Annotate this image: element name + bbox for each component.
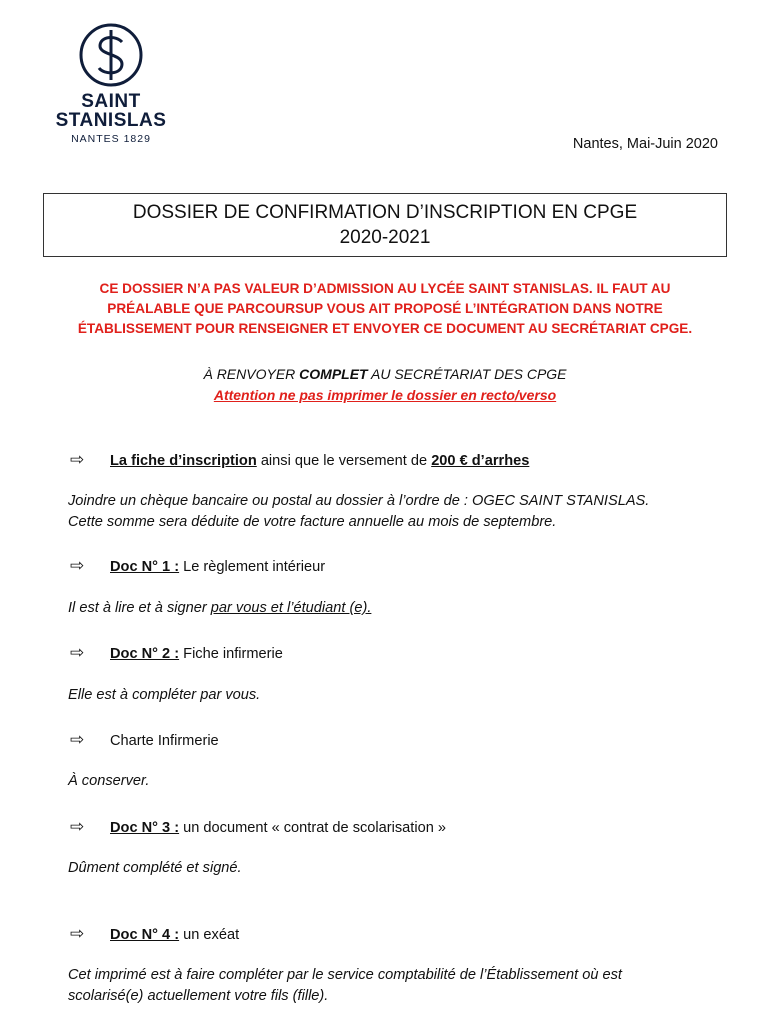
logo-line2: STANISLAS: [55, 110, 167, 131]
item-text: un exéat: [179, 927, 240, 943]
item-fiche-inscription: [70, 450, 529, 470]
note-exeat-line2: scolarisé(e) actuellement votre fils (fille).: [68, 988, 329, 1004]
warning-block: [40, 279, 730, 339]
item-text: Charte Infirmerie: [110, 733, 219, 749]
return-line: [40, 364, 730, 385]
item-label: Doc N° 2 :: [110, 646, 180, 662]
return-pre: À RENVOYER: [203, 366, 300, 382]
title-line2: 2020-2021: [339, 227, 431, 248]
note-exeat-line1: Cet imprimé est à faire compléter par le service comptabilité de l’Établissement où est: [68, 967, 622, 983]
seal-icon: [78, 22, 144, 88]
note-cheque-line1: Joindre un chèque bancaire ou postal au dossier à l’ordre de : OGEC SAINT STANISLAS.: [68, 493, 650, 509]
attention-line: Attention ne pas imprimer le dossier en recto/verso: [213, 387, 557, 403]
warning-line3: ÉTABLISSEMENT POUR RENSEIGNER ET ENVOYER CE DOCUMENT AU SECRÉTARIAT CPGE.: [77, 321, 693, 336]
arrow-icon: ⇨: [70, 817, 85, 836]
item-text: Fiche infirmerie: [179, 646, 283, 662]
item-text: Le règlement intérieur: [179, 559, 326, 575]
item-text: un document « contrat de scolarisation »: [179, 820, 446, 836]
note-cheque: [68, 491, 649, 533]
item-label: Doc N° 1 :: [110, 559, 180, 575]
logo-line1: SAINT: [81, 91, 141, 112]
note-reglement: [68, 598, 371, 619]
arrow-icon: ⇨: [70, 730, 85, 749]
arrow-icon: ⇨: [70, 450, 85, 469]
note-reglement-pre: Il est à lire et à signer: [68, 600, 211, 616]
item-charte: [70, 730, 219, 750]
item-doc-2: [70, 643, 283, 663]
arrow-icon: ⇨: [70, 556, 85, 575]
return-instructions: [40, 364, 730, 406]
date-line: Nantes, Mai-Juin 2020: [572, 136, 718, 152]
school-logo: [44, 22, 178, 145]
warning-line1: CE DOSSIER N’A PAS VALEUR D’ADMISSION AU LYCÉE SAINT STANISLAS. IL FAUT AU: [99, 281, 671, 296]
note-charte: À conserver.: [68, 773, 150, 789]
item-doc-4: [70, 924, 239, 944]
title-line1: DOSSIER DE CONFIRMATION D’INSCRIPTION EN CPGE: [132, 202, 638, 223]
note-fiche: Elle est à compléter par vous.: [68, 687, 261, 703]
note-contrat: Dûment complété et signé.: [68, 860, 242, 876]
item-doc-1: [70, 556, 325, 576]
item-text: ainsi que le versement de: [256, 453, 432, 469]
item-doc-3: [70, 817, 446, 837]
arrow-icon: ⇨: [70, 924, 85, 943]
item-label: Doc N° 4 :: [110, 927, 180, 943]
note-cheque-line2: Cette somme sera déduite de votre facture annuelle au mois de septembre.: [68, 514, 557, 530]
note-reglement-underline: par vous et l’étudiant (e).: [210, 600, 372, 616]
note-exeat: [68, 965, 722, 1007]
return-bold: COMPLET: [299, 366, 368, 382]
item-label: La fiche d’inscription: [110, 453, 257, 469]
return-post: AU SECRÉTARIAT DES CPGE: [367, 366, 567, 382]
logo-place: NANTES 1829: [71, 133, 151, 145]
arrow-icon: ⇨: [70, 643, 85, 662]
item-amount: 200 € d’arrhes: [431, 453, 530, 469]
item-label: Doc N° 3 :: [110, 820, 180, 836]
document-title: [43, 193, 727, 257]
warning-line2: PRÉALABLE QUE PARCOURSUP VOUS AIT PROPOSÉ L’INTÉGRATION DANS NOTRE: [107, 301, 663, 316]
